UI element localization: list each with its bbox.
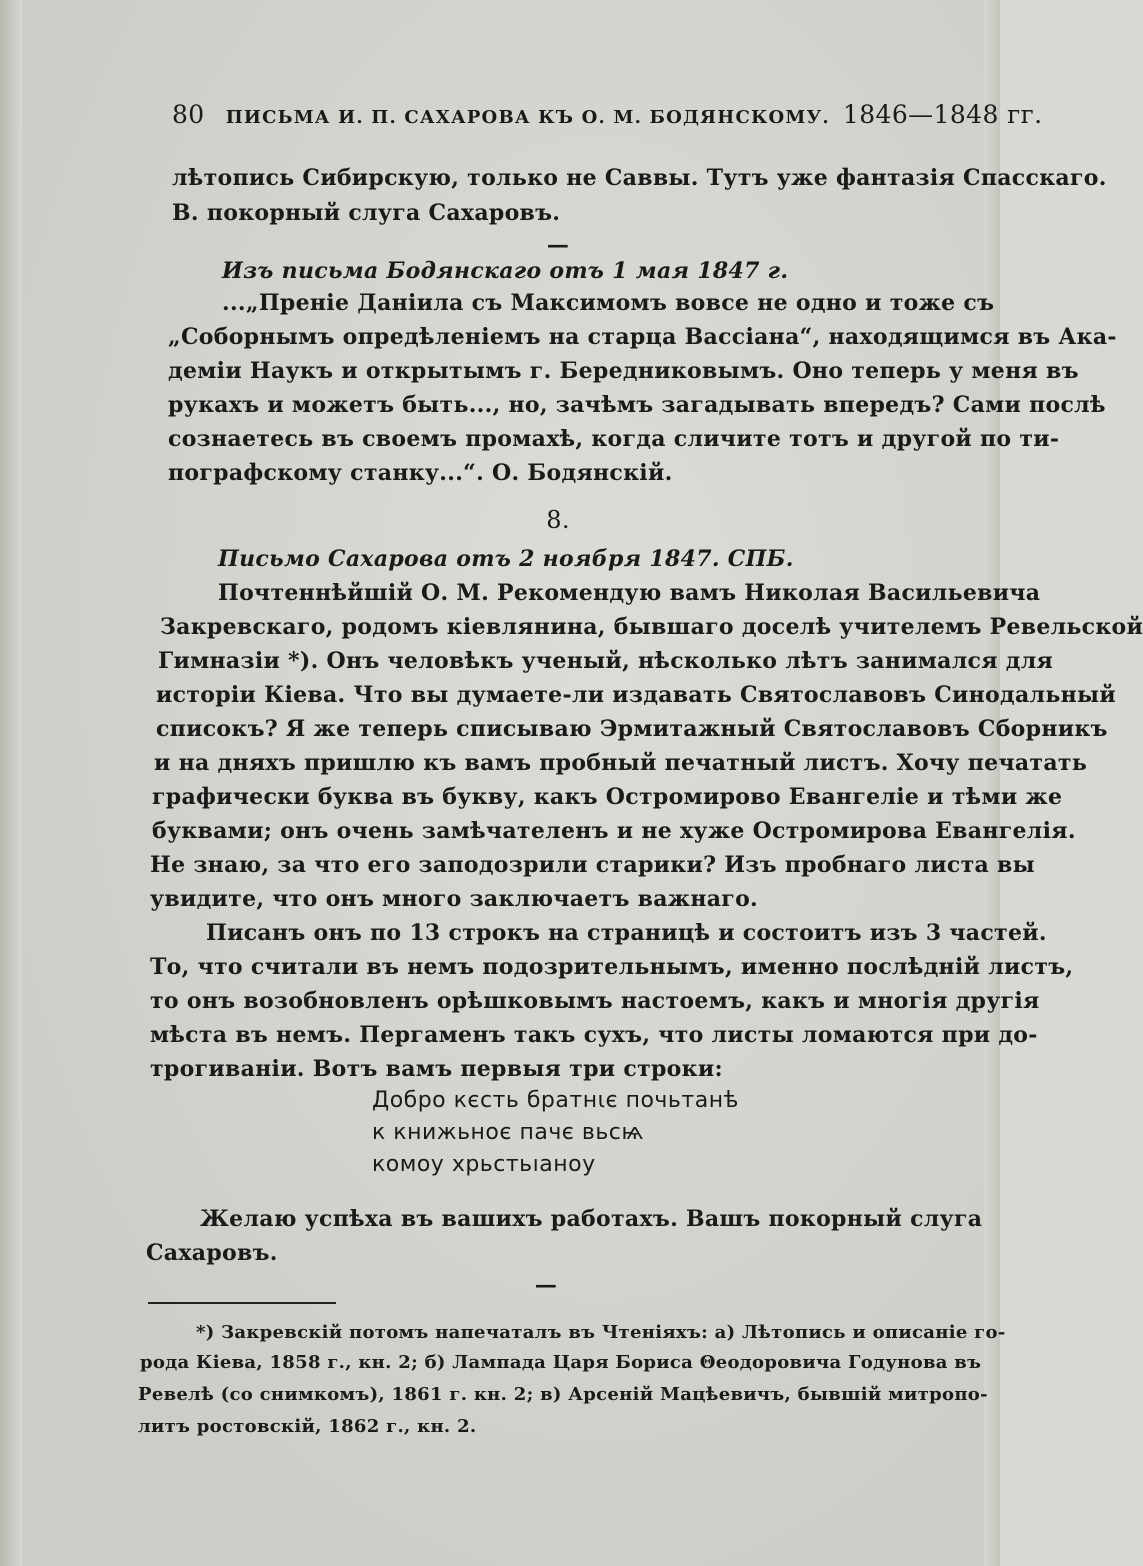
text-line: трогиваніи. Вотъ вамъ первыя три строки:	[150, 1056, 723, 1082]
footnote-line: Ревелѣ (со снимкомъ), 1861 г. кн. 2; в) Арсеній Мацѣевичъ, бывшій митропо-	[138, 1384, 988, 1405]
text-line: Писанъ онъ по 13 строкъ на страницѣ и состоитъ изъ 3 частей.	[206, 920, 1047, 946]
footnote-line: *) Закревскій потомъ напечаталъ въ Чтеніяхъ: а) Лѣтопись и описаніе го-	[196, 1322, 1006, 1343]
old-script-line: Добро кєсть братнιє почьтанѣ	[372, 1088, 739, 1113]
text-line: „Соборнымъ опредѣленіемъ на старца Вассіана“, находящимся въ Ака-	[168, 324, 1117, 350]
old-script-line: к книжьноє пачє вьсѩ	[372, 1120, 644, 1145]
text-line: Сахаровъ.	[146, 1240, 278, 1266]
text-line: деміи Наукъ и открытымъ г. Бередниковымъ. Оно теперь у меня въ	[168, 358, 1079, 384]
footnote-rule	[148, 1302, 336, 1304]
text-line: увидите, что онъ много заключаетъ важнаго.	[150, 886, 758, 912]
section-number: 8.	[546, 506, 570, 534]
text-line: Почтеннѣйшій О. М. Рекомендую вамъ Николая Васильевича	[218, 580, 1041, 606]
text-line: лѣтопись Сибирскую, только не Саввы. Тутъ уже фантазія Спасскаго.	[172, 165, 1107, 191]
text-line: То, что считали въ немъ подозрительнымъ, именно послѣдній листъ,	[150, 954, 1074, 980]
separator-dash: —	[546, 232, 570, 258]
footnote-line: рода Кіева, 1858 г., кн. 2; б) Лампада Царя Бориса Θеодоровича Годунова въ	[140, 1352, 982, 1373]
text-line: списокъ? Я же теперь списываю Эрмитажный Святославовъ Сборникъ	[156, 716, 1108, 742]
page-shadow-left	[0, 0, 22, 1566]
footnote-line: литъ ростовскій, 1862 г., кн. 2.	[138, 1416, 477, 1437]
text-line: мѣста въ немъ. Пергаменъ такъ сухъ, что листы ломаются при до-	[150, 1022, 1038, 1048]
text-line: графически буква въ букву, какъ Остромирово Евангеліе и тѣми же	[152, 784, 1063, 810]
text-line: рукахъ и можетъ быть..., но, зачѣмъ загадывать впередъ? Сами послѣ	[168, 392, 1106, 418]
text-line: буквами; онъ очень замѣчателенъ и не хуже Остромирова Евангелія.	[152, 818, 1076, 844]
text-line: пографскому станку...“. О. Бодянскій.	[168, 460, 673, 486]
text-line: ...„Преніе Даніила съ Максимомъ вовсе не одно и тоже съ	[222, 290, 995, 316]
running-title: ПИСЬМА И. П. САХАРОВА КЪ О. М. БОДЯНСКОМУ.	[225, 107, 830, 128]
letter-heading: Письмо Сахарова отъ 2 ноября 1847. СПБ.	[218, 546, 794, 572]
text-line: и на дняхъ пришлю къ вамъ пробный печатный листъ. Хочу печатать	[154, 750, 1088, 776]
separator-dash: —	[534, 1272, 558, 1298]
text-line: Закревскаго, родомъ кіевлянина, бывшаго доселѣ учителемъ Ревельской	[160, 614, 1143, 640]
page-number: 80	[172, 100, 205, 129]
text-line: Не знаю, за что его заподозрили старики? Изъ пробнаго листа вы	[150, 852, 1035, 878]
text-line: Гимназіи *). Онъ человѣкъ ученый, нѣсколько лѣтъ занимался для	[158, 648, 1054, 674]
excerpt-heading: Изъ письма Бодянскаго отъ 1 мая 1847 г.	[222, 258, 789, 284]
text-line: Желаю успѣха въ вашихъ работахъ. Вашъ покорный слуга	[200, 1206, 983, 1232]
text-line: то онъ возобновленъ орѣшковымъ настоемъ, какъ и многія другія	[150, 988, 1040, 1014]
old-script-line: комоу хрьстьıаноу	[372, 1152, 596, 1177]
text-line: В. покорный слуга Сахаровъ.	[172, 200, 561, 226]
text-line: сознаетесь въ своемъ промахѣ, когда сличите тотъ и другой по ти-	[168, 426, 1060, 452]
running-years: 1846—1848 гг.	[842, 100, 1043, 129]
text-line: исторіи Кіева. Что вы думаете-ли издавать Святославовъ Синодальный	[156, 682, 1116, 708]
running-header	[172, 100, 1043, 129]
